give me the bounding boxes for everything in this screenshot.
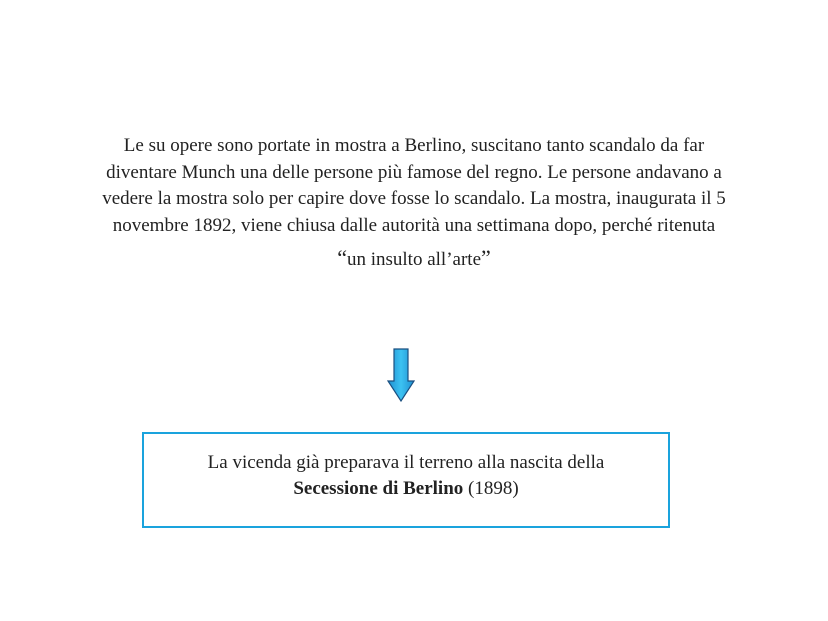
conclusion-line-2	[144, 476, 668, 502]
conclusion-box	[142, 432, 670, 528]
open-quote: “	[337, 245, 347, 270]
paragraph-line-4: novembre 1892, viene chiusa dalle autorità una settimana dopo, perché ritenuta	[112, 214, 716, 236]
arrow-down-icon	[387, 348, 415, 402]
paragraph-line-2: diventare Munch una delle persone più famose del regno. Le persone andavano a	[106, 161, 722, 183]
paragraph-line-3: vedere la mostra solo per capire dove fosse lo scandalo. La mostra, inaugurata il 5	[102, 188, 726, 209]
paragraph-line-1: Le su opere sono portate in mostra a Berlino, suscitano tanto scandalo da far	[123, 135, 705, 156]
quote-line	[40, 245, 788, 274]
secession-title: Secessione di Berlino	[293, 478, 464, 499]
conclusion-line-1: La vicenda già preparava il terreno alla nascita della	[207, 452, 605, 473]
secession-year: (1898)	[463, 478, 519, 499]
close-quote: ”	[481, 245, 491, 270]
quote-text: un insulto all’arte	[346, 249, 482, 270]
main-paragraph	[40, 133, 788, 274]
